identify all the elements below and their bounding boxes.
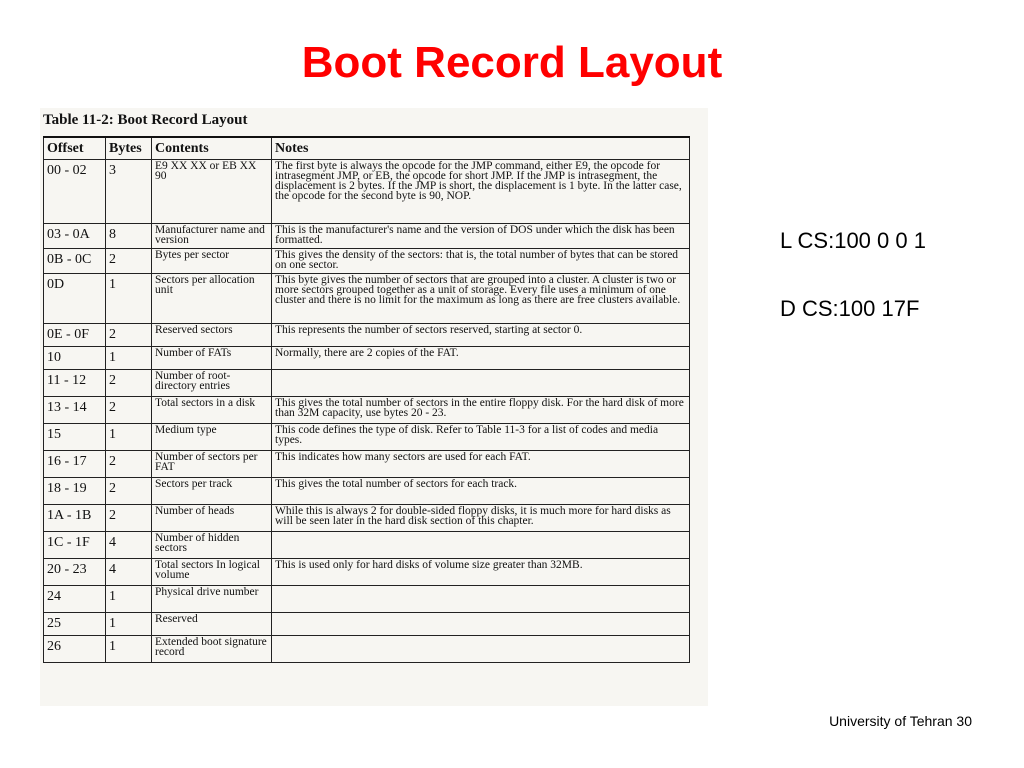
offset-cell: 00 - 02 <box>44 160 106 224</box>
notes-cell: This represents the number of sectors reserved, starting at sector 0. <box>272 324 690 347</box>
notes-cell: This is the manufacturer's name and the version of DOS under which the disk has been formatted. <box>272 224 690 249</box>
notes-cell: This is used only for hard disks of volume size greater than 32MB. <box>272 559 690 586</box>
bytes-cell: 2 <box>106 370 152 397</box>
header-bytes: Bytes <box>106 137 152 160</box>
bytes-cell: 1 <box>106 636 152 663</box>
table-row <box>44 532 690 559</box>
offset-cell: 25 <box>44 613 106 636</box>
notes-cell: This indicates how many sectors are used for each FAT. <box>272 451 690 478</box>
table-caption: Table 11-2: Boot Record Layout <box>43 112 248 128</box>
offset-cell: 20 - 23 <box>44 559 106 586</box>
offset-cell: 24 <box>44 586 106 613</box>
contents-cell: Number of sectors per FAT <box>152 451 272 478</box>
notes-cell: This byte gives the number of sectors that are grouped into a cluster. A cluster is two or more sectors grouped together as a unit of storage. Every file uses a minimum of one cluster and there is no limit for the maximum as long as there are free clusters available. <box>272 274 690 324</box>
table-row <box>44 397 690 424</box>
offset-cell: 15 <box>44 424 106 451</box>
offset-cell: 0E - 0F <box>44 324 106 347</box>
table-row <box>44 505 690 532</box>
slide-footer: University of Tehran 30 <box>829 713 972 729</box>
contents-cell: Number of root-directory entries <box>152 370 272 397</box>
table-row <box>44 559 690 586</box>
notes-cell: This gives the total number of sectors in the entire floppy disk. For the hard disk of more than 32M capacity, use bytes 20 - 23. <box>272 397 690 424</box>
dump-command: D CS:100 17F <box>780 296 920 321</box>
table-row <box>44 324 690 347</box>
table-row <box>44 274 690 324</box>
notes-cell: Normally, there are 2 copies of the FAT. <box>272 347 690 370</box>
table-row <box>44 224 690 249</box>
notes-cell <box>272 370 690 397</box>
contents-cell: Total sectors in a disk <box>152 397 272 424</box>
offset-cell: 0D <box>44 274 106 324</box>
contents-cell: Manufacturer name and version <box>152 224 272 249</box>
notes-cell <box>272 613 690 636</box>
bytes-cell: 2 <box>106 397 152 424</box>
contents-cell: Extended boot signature record <box>152 636 272 663</box>
table-row <box>44 586 690 613</box>
boot-record-table <box>43 136 690 663</box>
bytes-cell: 2 <box>106 249 152 274</box>
table-row <box>44 370 690 397</box>
contents-cell: Total sectors In logical volume <box>152 559 272 586</box>
header-notes: Notes <box>272 137 690 160</box>
table-header-row <box>44 137 690 160</box>
offset-cell: 1A - 1B <box>44 505 106 532</box>
contents-cell: Reserved sectors <box>152 324 272 347</box>
offset-cell: 03 - 0A <box>44 224 106 249</box>
table-row <box>44 478 690 505</box>
offset-cell: 1C - 1F <box>44 532 106 559</box>
offset-cell: 16 - 17 <box>44 451 106 478</box>
contents-cell: Number of heads <box>152 505 272 532</box>
contents-cell: Number of FATs <box>152 347 272 370</box>
offset-cell: 26 <box>44 636 106 663</box>
bytes-cell: 1 <box>106 424 152 451</box>
table-row <box>44 613 690 636</box>
bytes-cell: 2 <box>106 324 152 347</box>
offset-cell: 0B - 0C <box>44 249 106 274</box>
notes-cell <box>272 636 690 663</box>
header-offset: Offset <box>44 137 106 160</box>
contents-cell: Bytes per sector <box>152 249 272 274</box>
offset-cell: 13 - 14 <box>44 397 106 424</box>
contents-cell: Sectors per allocation unit <box>152 274 272 324</box>
table-row <box>44 347 690 370</box>
load-command: L CS:100 0 0 1 <box>780 228 926 253</box>
table-row <box>44 160 690 224</box>
scanned-table-image <box>40 108 708 706</box>
bytes-cell: 4 <box>106 559 152 586</box>
table-row <box>44 249 690 274</box>
table-row <box>44 424 690 451</box>
notes-cell: The first byte is always the opcode for the JMP command, either E9, the opcode for intrasegment JMP, or EB, the opcode for short JMP. If the JMP is intrasegment, the displacement is 2 bytes. If the JMP is short, the displacement is 1 byte. In the latter case, the opcode for the second byte is 90, NOP. <box>272 160 690 224</box>
notes-cell <box>272 532 690 559</box>
contents-cell: Physical drive number <box>152 586 272 613</box>
bytes-cell: 3 <box>106 160 152 224</box>
notes-cell: This gives the density of the sectors: that is, the total number of bytes that can be stored on one sector. <box>272 249 690 274</box>
bytes-cell: 4 <box>106 532 152 559</box>
offset-cell: 18 - 19 <box>44 478 106 505</box>
notes-cell <box>272 586 690 613</box>
table-row <box>44 451 690 478</box>
bytes-cell: 1 <box>106 586 152 613</box>
notes-cell: This gives the total number of sectors for each track. <box>272 478 690 505</box>
contents-cell: E9 XX XX or EB XX 90 <box>152 160 272 224</box>
table-row <box>44 636 690 663</box>
notes-cell: While this is always 2 for double-sided floppy disks, it is much more for hard disks as will be seen later in the hard disk section of this chapter. <box>272 505 690 532</box>
contents-cell: Number of hidden sectors <box>152 532 272 559</box>
bytes-cell: 2 <box>106 478 152 505</box>
contents-cell: Medium type <box>152 424 272 451</box>
bytes-cell: 1 <box>106 613 152 636</box>
bytes-cell: 8 <box>106 224 152 249</box>
offset-cell: 11 - 12 <box>44 370 106 397</box>
notes-cell: This code defines the type of disk. Refer to Table 11-3 for a list of codes and media types. <box>272 424 690 451</box>
contents-cell: Sectors per track <box>152 478 272 505</box>
bytes-cell: 1 <box>106 274 152 324</box>
bytes-cell: 1 <box>106 347 152 370</box>
header-contents: Contents <box>152 137 272 160</box>
contents-cell: Reserved <box>152 613 272 636</box>
slide-title: Boot Record Layout <box>301 38 723 87</box>
offset-cell: 10 <box>44 347 106 370</box>
bytes-cell: 2 <box>106 505 152 532</box>
bytes-cell: 2 <box>106 451 152 478</box>
